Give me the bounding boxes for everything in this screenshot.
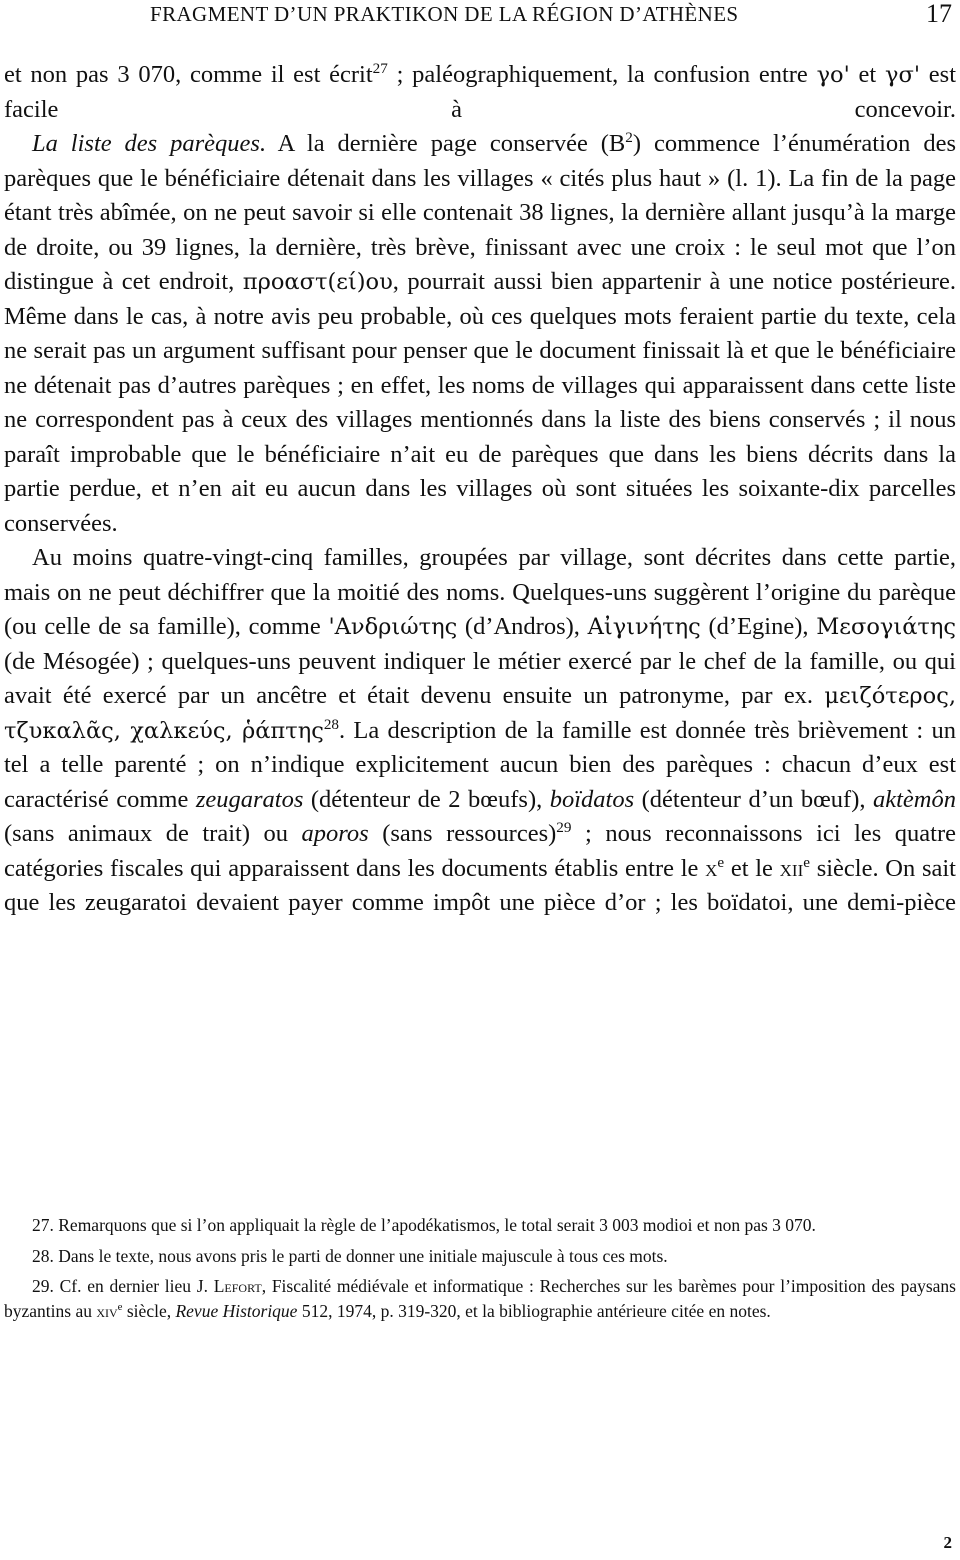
text: est facile à concevoir. bbox=[4, 61, 956, 123]
paragraph-2 bbox=[4, 127, 956, 541]
running-head-title: FRAGMENT D’UN PRAKTIKON DE LA RÉGION D’ATHÈNES bbox=[150, 2, 739, 26]
main-text bbox=[4, 58, 956, 921]
text: (détenteur d’un bœuf), bbox=[634, 785, 873, 813]
text: ; paléographiquement, la confusion entre bbox=[387, 61, 817, 88]
text: siècle. On sait que les zeugaratoi devaient payer comme impôt une pièce d’or ; les boïdatoi, une demi-pièce bbox=[4, 854, 956, 916]
text: 512, 1974, p. 319-320, et la bibliographie antérieure citée en notes. bbox=[297, 1300, 771, 1321]
footnote-27: 27. Remarquons que si l’on appliquait la règle de l’apodékatismos, le total serait 3 003 modioi et non pas 3 070. bbox=[32, 1215, 816, 1235]
text: . La description de la famille est donnée très brièvement : un tel a telle parenté ; on n’indique explicitement aucun bien des parèques : chacun d’eux est caractérisé comme bbox=[4, 716, 956, 813]
superscript: 2 bbox=[625, 128, 633, 146]
text: et bbox=[849, 61, 885, 88]
journal-title: Revue Historique bbox=[175, 1300, 298, 1321]
text: et non pas 3 070, comme il est écrit bbox=[4, 61, 373, 88]
greek-word: γσ' bbox=[884, 62, 921, 88]
text: ; nous reconnaissons ici les quatre catégories fiscales qui apparaissent dans les documents établis entre le bbox=[4, 820, 957, 882]
author-name: Lefort bbox=[213, 1276, 262, 1296]
text: (sans animaux de trait) ou bbox=[4, 820, 302, 847]
greek-word: Αἰγινήτης bbox=[587, 614, 701, 640]
text: A la dernière page conservée (B bbox=[266, 130, 626, 157]
century-numeral: xii bbox=[779, 854, 804, 882]
footnote-ref-27: 27 bbox=[372, 59, 388, 77]
footnote-ref-29: 29 bbox=[556, 818, 572, 836]
footnotes bbox=[4, 1213, 956, 1323]
paragraph-3 bbox=[4, 541, 956, 921]
footnote-ref-28: 28 bbox=[323, 715, 340, 733]
text: , pourrait aussi bien appartenir à une notice postérieure. Même dans le cas, à notre avis peu probable, où ces quelques mots feraient partie du texte, cela ne serait pas un argument suffisant pour penser que le document finissait là et que le bénéficiaire ne détenait pas d’autres parèques ; en effet, les noms de villages qui apparaissent dans cette liste ne correspondent pas à ceux des villages mentionnés dans la liste des biens conservés ; il nous paraît improbable que le bénéficiaire n’ait eu de parèques que dans les biens décrits dans la partie perdue, et n’en ait eu aucun dans les villages où sont situées les soixante-dix parcelles conservées. bbox=[4, 268, 956, 537]
text: ) commence l’énumération des parèques que le bénéficiaire détenait dans les villages « cités plus haut » (l. 1). La fin de la page étant très abîmée, on ne peut savoir si elle contenait 38 lignes, la dernière allant jusqu’à la marge de droite, ou 39 lignes, la dernière, très brève, finissant avec une croix : le seul mot que l’on distingue à cet endroit, bbox=[4, 130, 956, 295]
greek-words: μειζότερος, τζυκαλᾶς, χαλκεύς, ῥάπτης bbox=[4, 683, 956, 744]
text: , Fiscalité médiévale et informatique : Recherches sur les barèmes pour l’imposition des paysans byzantins au bbox=[4, 1276, 956, 1321]
century-numeral: xiv bbox=[96, 1300, 118, 1321]
greek-word: 'Ανδριώτης bbox=[328, 614, 458, 640]
running-head bbox=[0, 2, 960, 32]
italic-term: boïdatos bbox=[549, 785, 635, 813]
text: Au moins quatre-vingt-cinq familles, groupées par village, sont décrites dans cette partie, mais on ne peut déchiffrer que la moitié des noms. Quelques-uns suggèrent l’origine du parèque (ou celle de sa famille), comme bbox=[4, 544, 956, 640]
greek-word: Μεσογιάτης bbox=[816, 614, 956, 640]
greek-word: προαστ(εί)ου bbox=[242, 269, 393, 295]
greek-word: γο' bbox=[816, 62, 850, 88]
superscript: e bbox=[117, 1300, 123, 1313]
century-numeral: x bbox=[705, 854, 718, 882]
text: (d’Andros), bbox=[457, 613, 588, 640]
italic-term: aktèmôn bbox=[873, 785, 956, 813]
text: (détenteur de 2 bœufs), bbox=[303, 785, 550, 813]
superscript: e bbox=[803, 853, 810, 871]
superscript: e bbox=[717, 853, 725, 871]
footnote-28: 28. Dans le texte, nous avons pris le parti de donner une initiale majuscule à tous ces mots. bbox=[32, 1245, 668, 1266]
text: (d’Egine), bbox=[700, 613, 817, 640]
italic-term: zeugaratos bbox=[195, 785, 304, 813]
paragraph-1 bbox=[4, 58, 956, 127]
footnote-29 bbox=[4, 1274, 956, 1323]
text: (de Mésogée) ; quelques-uns peuvent indiquer le métier exercé par le chef de la famille, ou qui avait été exercé par un ancêtre et était devenu ensuite un patronyme, par ex. bbox=[4, 647, 956, 709]
page-number: 17 bbox=[926, 0, 952, 28]
section-heading: La liste des parèques. bbox=[32, 130, 267, 157]
text: 29. Cf. en dernier lieu J. bbox=[32, 1276, 214, 1296]
italic-term: aporos bbox=[301, 820, 369, 847]
text: et le bbox=[724, 854, 780, 882]
text: (sans ressources) bbox=[368, 820, 557, 847]
signature-mark: 2 bbox=[943, 1533, 952, 1552]
text: siècle, bbox=[122, 1300, 176, 1321]
